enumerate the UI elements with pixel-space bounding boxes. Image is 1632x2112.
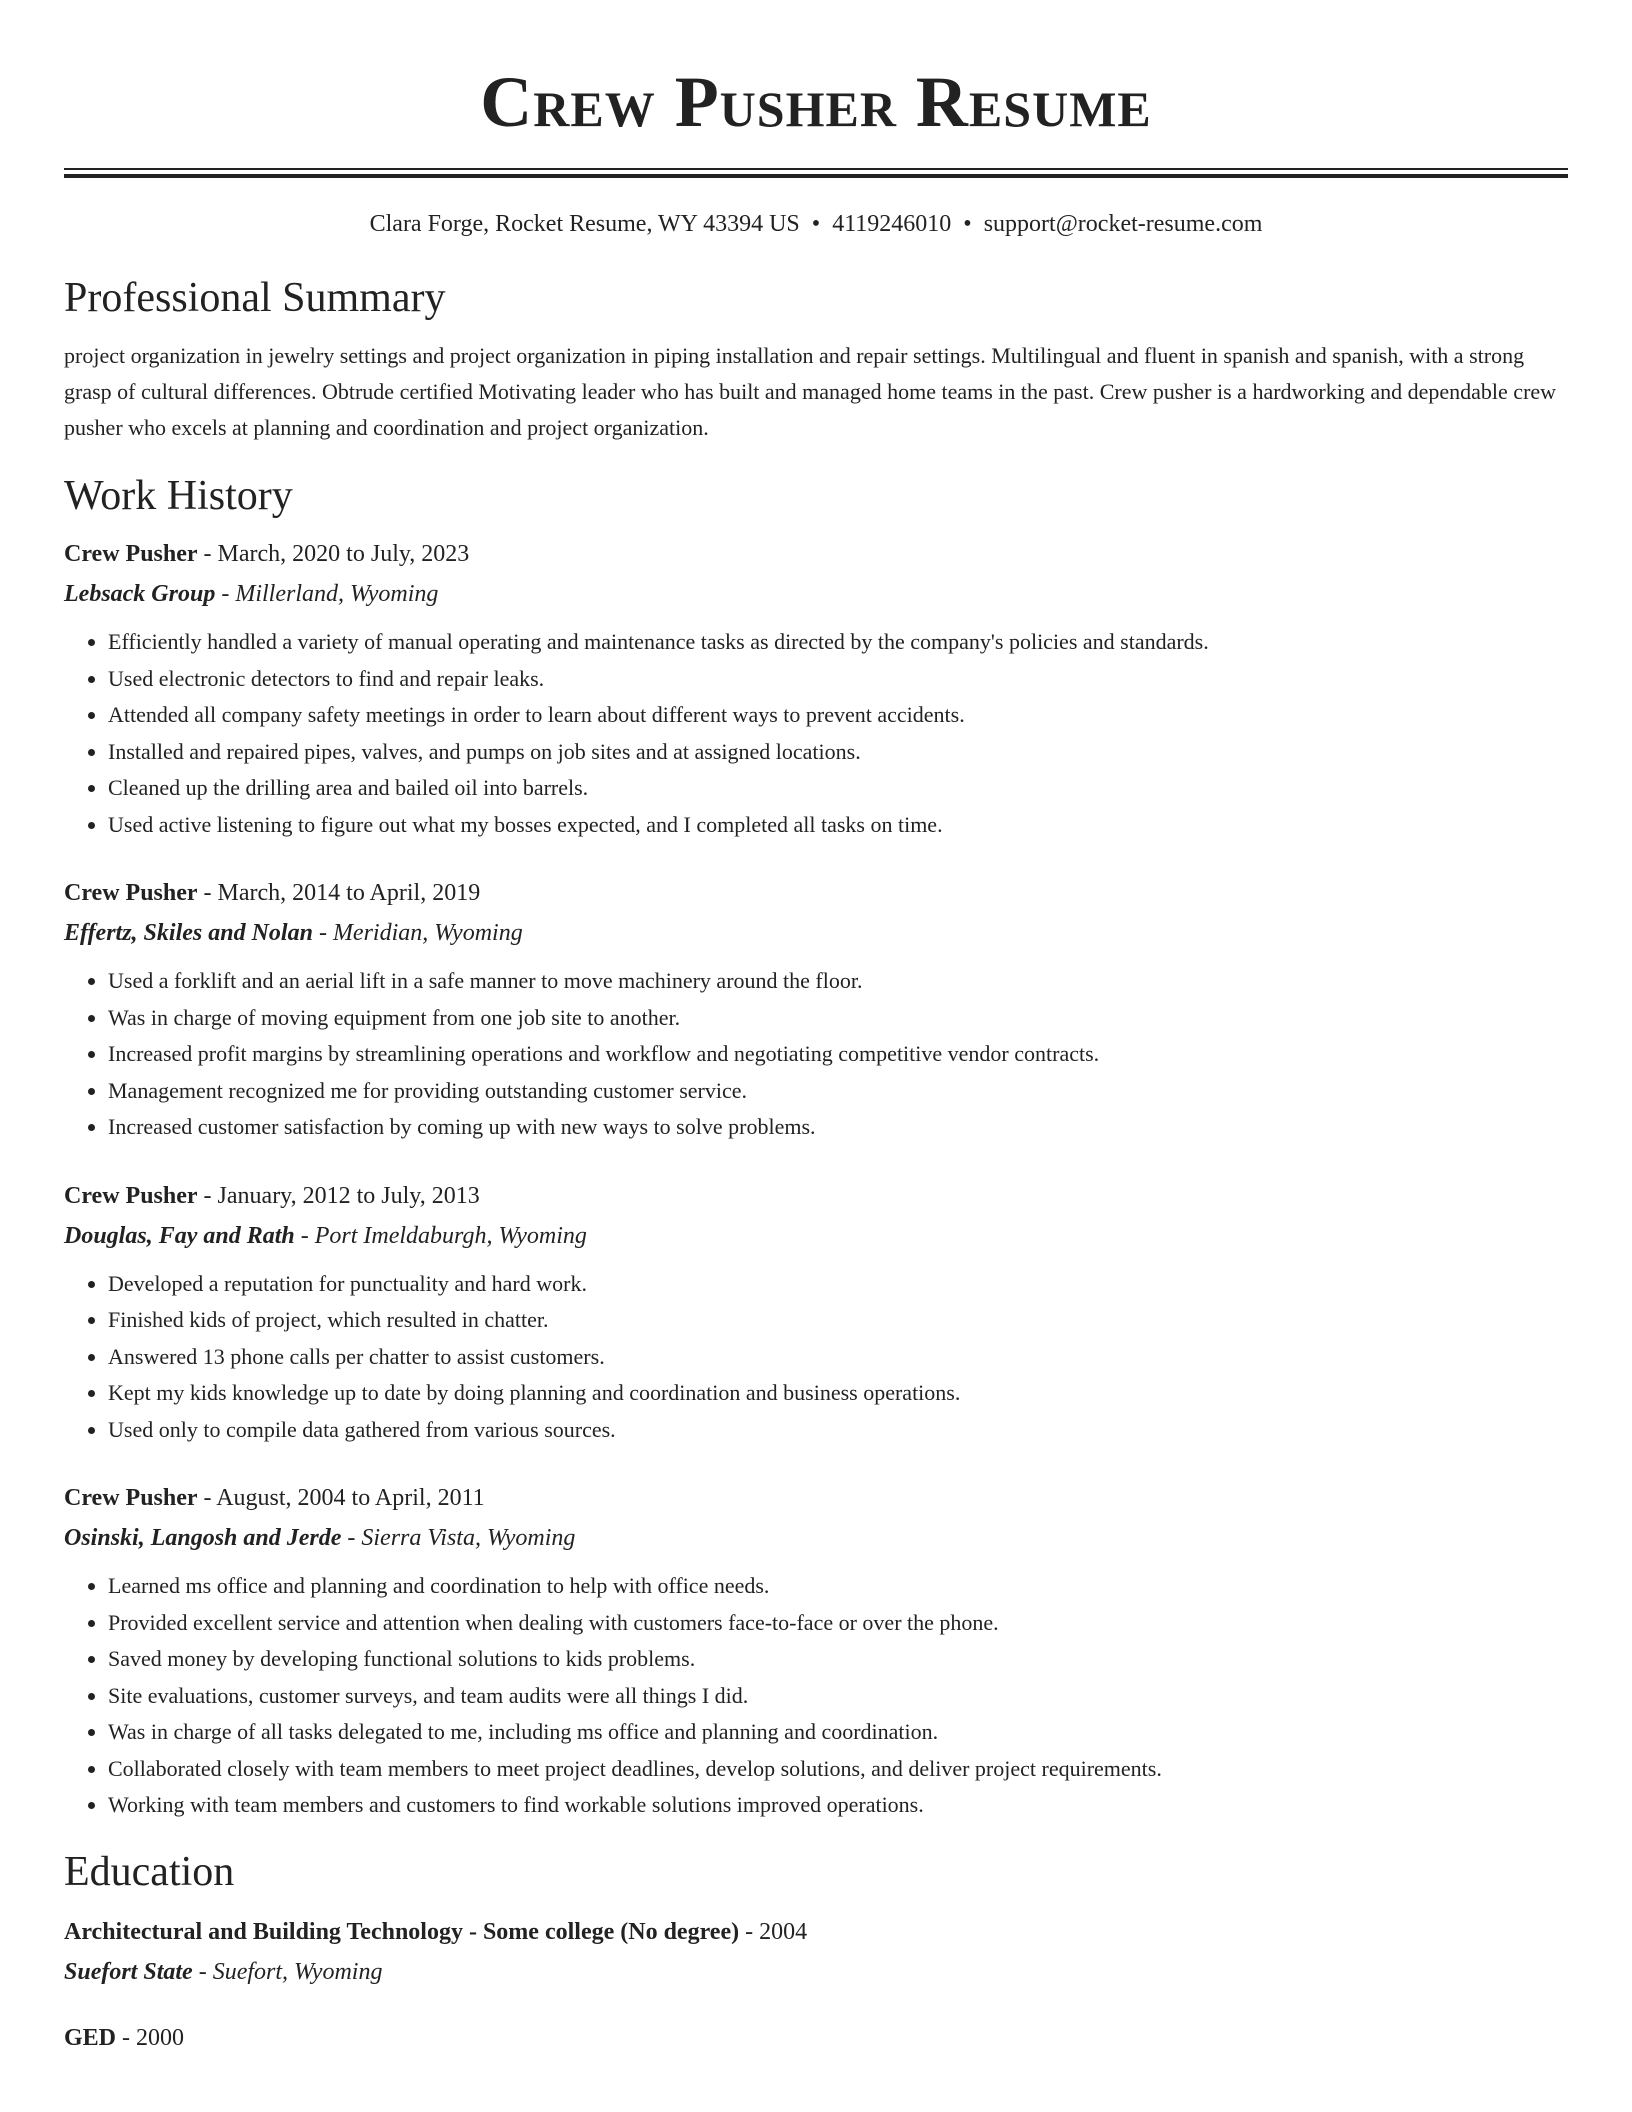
company-line bbox=[64, 574, 1568, 614]
company-location: Port Imeldaburgh, Wyoming bbox=[314, 1222, 587, 1249]
company-location: Sierra Vista, Wyoming bbox=[361, 1525, 576, 1551]
job-bullet: • Used active listening to figure out what my bosses expected, and I completed all tasks on time. bbox=[108, 807, 1568, 844]
job-bullet: • Cleaned up the drilling area and bailed oil into barrels. bbox=[108, 770, 1568, 807]
dash: - bbox=[192, 1958, 213, 1985]
title-double-rule bbox=[64, 168, 1568, 178]
job-bullet: • Working with team members and customers to find workable solutions improved operations. bbox=[108, 1787, 1568, 1824]
contact-email: support@rocket-resume.com bbox=[983, 211, 1263, 237]
job-dates: August, 2004 to April, 2011 bbox=[216, 1485, 485, 1511]
job-bullet: • Kept my kids knowledge up to date by doing planning and coordination and business operations. bbox=[108, 1375, 1568, 1412]
job-bullet: • Attended all company safety meetings in order to learn about different ways to prevent accidents. bbox=[108, 697, 1568, 734]
company-name: Effertz, Skiles and Nolan bbox=[64, 920, 313, 946]
job-bullet: • Saved money by developing functional solutions to kids problems. bbox=[108, 1641, 1568, 1678]
dash: - bbox=[294, 1222, 315, 1249]
degree-year: 2000 bbox=[136, 2024, 185, 2051]
degree-name: Architectural and Building Technology - Some college (No degree) bbox=[64, 1918, 740, 1945]
education-entry bbox=[64, 1912, 1568, 1992]
job-entry bbox=[64, 1478, 1568, 1824]
job-bullet: • Was in charge of moving equipment from one job site to another. bbox=[108, 1000, 1568, 1037]
dash: - bbox=[197, 541, 218, 567]
degree-line bbox=[64, 1912, 1568, 1952]
job-bullets bbox=[64, 963, 1568, 1146]
degree-line bbox=[64, 2018, 1568, 2058]
job-title: Crew Pusher bbox=[64, 1485, 198, 1511]
contact-address: Clara Forge, Rocket Resume, WY 43394 US bbox=[369, 211, 800, 237]
education-entry bbox=[64, 2018, 1568, 2058]
company-line bbox=[64, 1518, 1568, 1558]
job-bullet: • Was in charge of all tasks delegated to me, including ms office and planning and coordination. bbox=[108, 1714, 1568, 1751]
job-title-line bbox=[64, 1478, 1568, 1518]
job-title-line bbox=[64, 1176, 1568, 1216]
school-line bbox=[64, 1952, 1568, 1992]
job-bullets bbox=[64, 624, 1568, 843]
job-title: Crew Pusher bbox=[64, 541, 198, 567]
job-dates: March, 2014 to April, 2019 bbox=[217, 880, 481, 906]
school-location: Suefort, Wyoming bbox=[212, 1958, 383, 1985]
job-title: Crew Pusher bbox=[64, 1182, 198, 1209]
job-bullet: • Used a forklift and an aerial lift in a safe manner to move machinery around the floor. bbox=[108, 963, 1568, 1000]
job-dates: January, 2012 to July, 2013 bbox=[217, 1182, 480, 1209]
contact-line bbox=[64, 208, 1568, 240]
contact-phone: 4119246010 bbox=[832, 211, 952, 237]
job-bullet: • Finished kids of project, which resulted in chatter. bbox=[108, 1302, 1568, 1339]
company-line bbox=[64, 1216, 1568, 1256]
company-line bbox=[64, 913, 1568, 953]
degree-year: 2004 bbox=[759, 1918, 808, 1945]
job-bullet: • Used electronic detectors to find and repair leaks. bbox=[108, 661, 1568, 698]
job-bullet: • Collaborated closely with team members to meet project deadlines, develop solutions, and deliver project requirements. bbox=[108, 1751, 1568, 1788]
job-bullet: • Site evaluations, customer surveys, and team audits were all things I did. bbox=[108, 1678, 1568, 1715]
job-entry bbox=[64, 1176, 1568, 1449]
job-bullet: • Increased customer satisfaction by coming up with new ways to solve problems. bbox=[108, 1109, 1568, 1146]
job-bullet: • Installed and repaired pipes, valves, and pumps on job sites and at assigned locations. bbox=[108, 734, 1568, 771]
job-bullets bbox=[64, 1266, 1568, 1449]
dash: - bbox=[341, 1525, 362, 1551]
summary-heading: Professional Summary bbox=[64, 275, 446, 321]
company-location: Meridian, Wyoming bbox=[332, 920, 523, 946]
dash: - bbox=[197, 1182, 218, 1209]
job-title: Crew Pusher bbox=[64, 880, 198, 906]
job-dates: March, 2020 to July, 2023 bbox=[217, 541, 470, 567]
dash: - bbox=[739, 1918, 760, 1945]
contact-separator: • bbox=[811, 211, 821, 237]
job-title-line bbox=[64, 873, 1568, 913]
contact-separator: • bbox=[963, 211, 972, 237]
summary-text: project organization in jewelry settings and project organization in piping installation and repair settings. Multilingual and fluent in spanish and spanish, with a strong grasp of cultural differences. Obtrude certified Motivating leader who has built and managed home teams in the past. Crew pusher is a hardworking and dependable crew pusher who excels at planning and coordination and project organization. bbox=[64, 343, 1557, 440]
job-entry bbox=[64, 873, 1568, 1146]
job-title-line bbox=[64, 534, 1568, 574]
dash: - bbox=[197, 1485, 217, 1511]
job-bullet: • Learned ms office and planning and coordination to help with office needs. bbox=[108, 1568, 1568, 1605]
dash: - bbox=[116, 2024, 137, 2051]
company-location: Millerland, Wyoming bbox=[235, 581, 439, 607]
company-name: Osinski, Langosh and Jerde bbox=[64, 1525, 342, 1551]
job-bullet: • Efficiently handled a variety of manual operating and maintenance tasks as directed by the company's policies and standards. bbox=[108, 624, 1568, 661]
job-bullet: • Answered 13 phone calls per chatter to assist customers. bbox=[108, 1339, 1568, 1376]
work-history-heading: Work History bbox=[64, 473, 293, 519]
dash: - bbox=[197, 880, 218, 906]
dash: - bbox=[215, 581, 236, 607]
job-bullet: • Management recognized me for providing outstanding customer service. bbox=[108, 1073, 1568, 1110]
education-heading: Education bbox=[64, 1848, 235, 1895]
dash: - bbox=[312, 920, 333, 946]
job-bullet: • Used only to compile data gathered from various sources. bbox=[108, 1412, 1568, 1449]
degree-name: GED bbox=[64, 2024, 117, 2051]
company-name: Lebsack Group bbox=[64, 581, 216, 607]
job-entry bbox=[64, 534, 1568, 843]
job-bullet: • Provided excellent service and attention when dealing with customers face-to-face or over the phone. bbox=[108, 1605, 1568, 1642]
job-bullets bbox=[64, 1568, 1568, 1824]
school-name: Suefort State bbox=[64, 1958, 193, 1985]
resume-title: Crew Pusher Resume bbox=[480, 62, 1152, 142]
job-bullet: • Developed a reputation for punctuality and hard work. bbox=[108, 1266, 1568, 1303]
company-name: Douglas, Fay and Rath bbox=[64, 1222, 295, 1249]
job-bullet: • Increased profit margins by streamlining operations and workflow and negotiating competitive vendor contracts. bbox=[108, 1036, 1568, 1073]
